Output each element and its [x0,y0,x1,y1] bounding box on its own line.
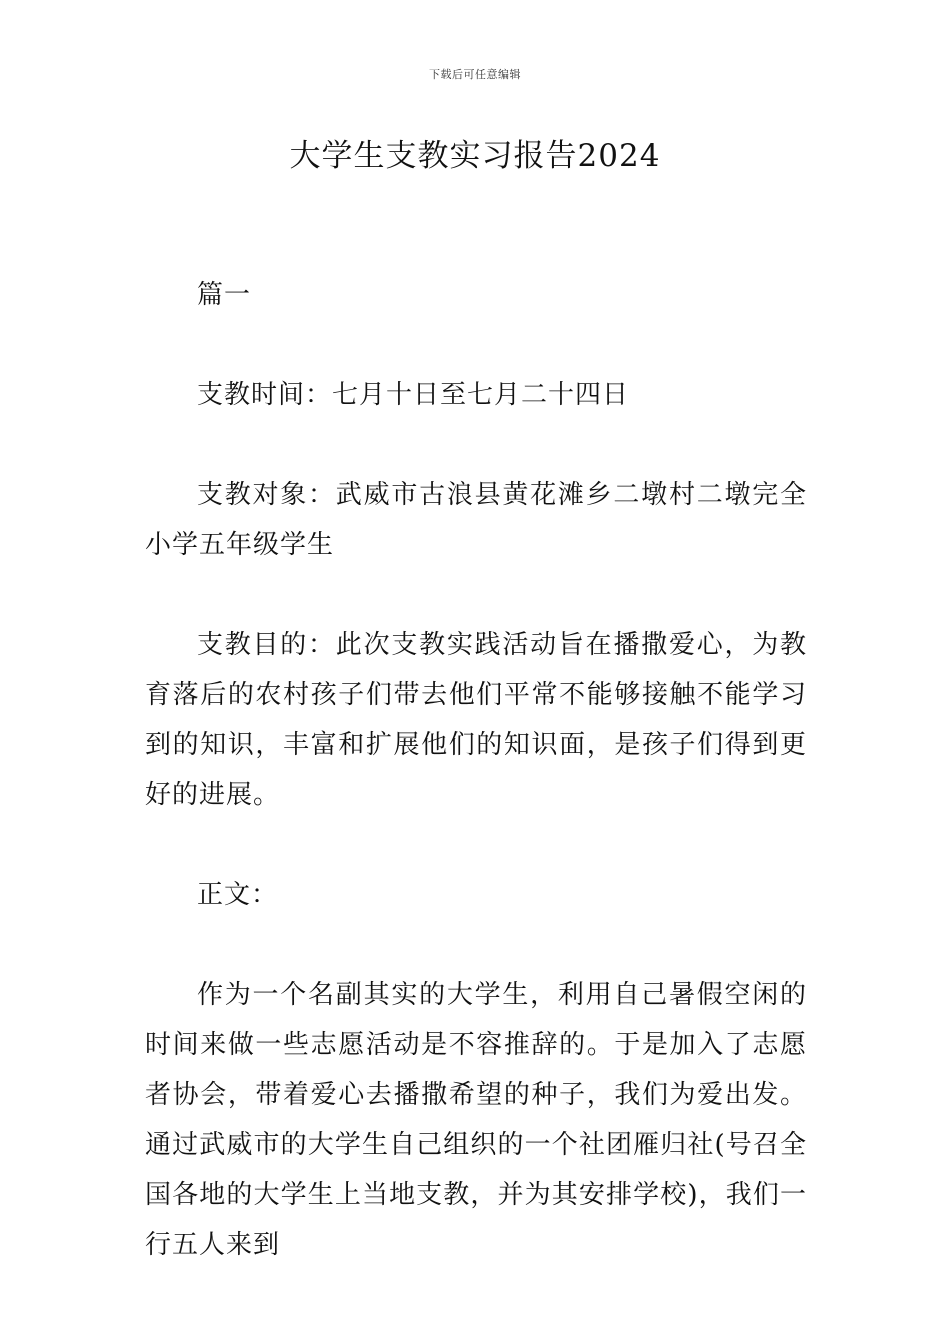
document-title: 大学生支教实习报告2024 [289,138,661,174]
teaching-purpose-paragraph: 支教目的：此次支教实践活动旨在播撒爱心，为教育落后的农村孩子们带去他们平常不能够接触不能学习到的知识，丰富和扩展他们的知识面，是孩子们得到更好的进展。 [145,630,807,810]
section-heading: 篇一 [197,280,252,310]
page-header-note: 下载后可任意编辑 [429,68,521,81]
main-text-heading: 正文： [197,880,279,910]
teaching-time-paragraph: 支教时间：七月十日至七月二十四日 [197,380,630,410]
teaching-target-paragraph: 支教对象：武威市古浪县黄花滩乡二墩村二墩完全小学五年级学生 [145,480,807,560]
main-text-paragraph: 作为一个名副其实的大学生，利用自己暑假空闲的时间来做一些志愿活动是不容推辞的。于是加入了志愿者协会，带着爱心去播撒希望的种子，我们为爱出发。通过武威市的大学生自己组织的一个社团雁归社(号召全国各地的大学生上当地支教，并为其安排学校)，我们一行五人来到 [145,980,807,1260]
document-body [145,270,807,1270]
